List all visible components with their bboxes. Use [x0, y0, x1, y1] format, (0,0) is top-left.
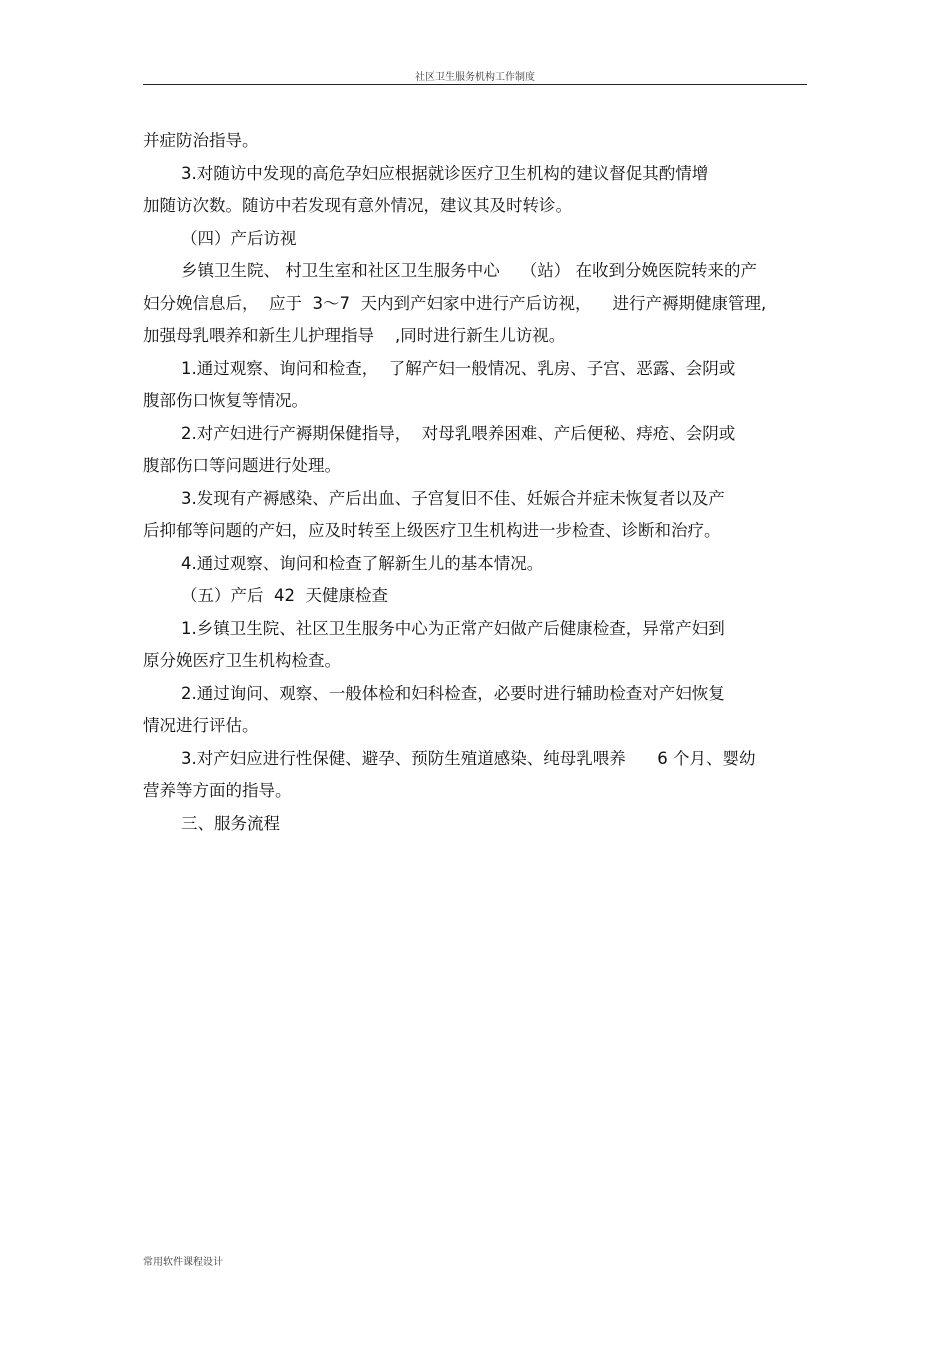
body-line-21: 营养等方面的指导。	[143, 781, 292, 800]
section-heading-42-day-check: （五）产后 42 天健康检查	[181, 586, 388, 605]
body-line-14: 4.通过观察、询问和检查了解新生儿的基本情况。	[181, 553, 544, 573]
body-line-9: 腹部伤口恢复等情况。	[143, 391, 308, 410]
body-line-13: 后抑郁等问题的产妇，应及时转至上级医疗卫生机构进一步检查、诊断和治疗。	[143, 521, 721, 540]
body-line-8: 1.通过观察、询问和检查， 了解产妇一般情况、乳房、子宫、恶露、会阴或	[181, 358, 736, 378]
body-line-12: 3.发现有产褥感染、产后出血、子宫复旧不佳、妊娠合并症未恢复者以及产	[181, 488, 725, 508]
body-line-7: 加强母乳喂养和新生儿护理指导 ,同时进行新生儿访视。	[143, 326, 566, 345]
body-line-5: 乡镇卫生院、 村卫生室和社区卫生服务中心 （站） 在收到分娩医院转来的产	[181, 261, 757, 280]
body-line-16: 1.乡镇卫生院、社区卫生服务中心为正常产妇做产后健康检查，异常产妇到	[181, 618, 725, 638]
section-heading-service-flow: 三、服务流程	[181, 813, 280, 833]
body-line-1: 并症防治指导。	[143, 131, 259, 150]
section-heading-postpartum-visit: （四）产后访视	[181, 228, 297, 248]
page-header	[143, 66, 807, 85]
document-body	[143, 126, 807, 841]
body-line-19: 情况进行评估。	[143, 716, 259, 735]
body-line-2: 3.对随访中发现的高危孕妇应根据就诊医疗卫生机构的建议督促其酌情增	[181, 163, 709, 183]
body-line-18: 2.通过询问、观察、一般体检和妇科检查，必要时进行辅助检查对产妇恢复	[181, 683, 725, 703]
body-line-20: 3.对产妇应进行性保健、避孕、预防生殖道感染、纯母乳喂养 6 个月、婴幼	[181, 748, 756, 768]
body-line-10: 2.对产妇进行产褥期保健指导， 对母乳喂养困难、产后便秘、痔疮、会阴或	[181, 423, 736, 443]
body-line-11: 腹部伤口等问题进行处理。	[143, 456, 341, 475]
body-line-6: 妇分娩信息后， 应于 3～7 天内到产妇家中进行产后访视， 进行产褥期健康管理,	[143, 293, 767, 313]
page-footer: 常用软件课程设计	[143, 1257, 223, 1268]
body-line-17: 原分娩医疗卫生机构检查。	[143, 651, 341, 670]
page-header-title: 社区卫生服务机构工作制度	[415, 72, 535, 83]
body-line-3: 加随访次数。随访中若发现有意外情况，建议其及时转诊。	[143, 196, 572, 215]
